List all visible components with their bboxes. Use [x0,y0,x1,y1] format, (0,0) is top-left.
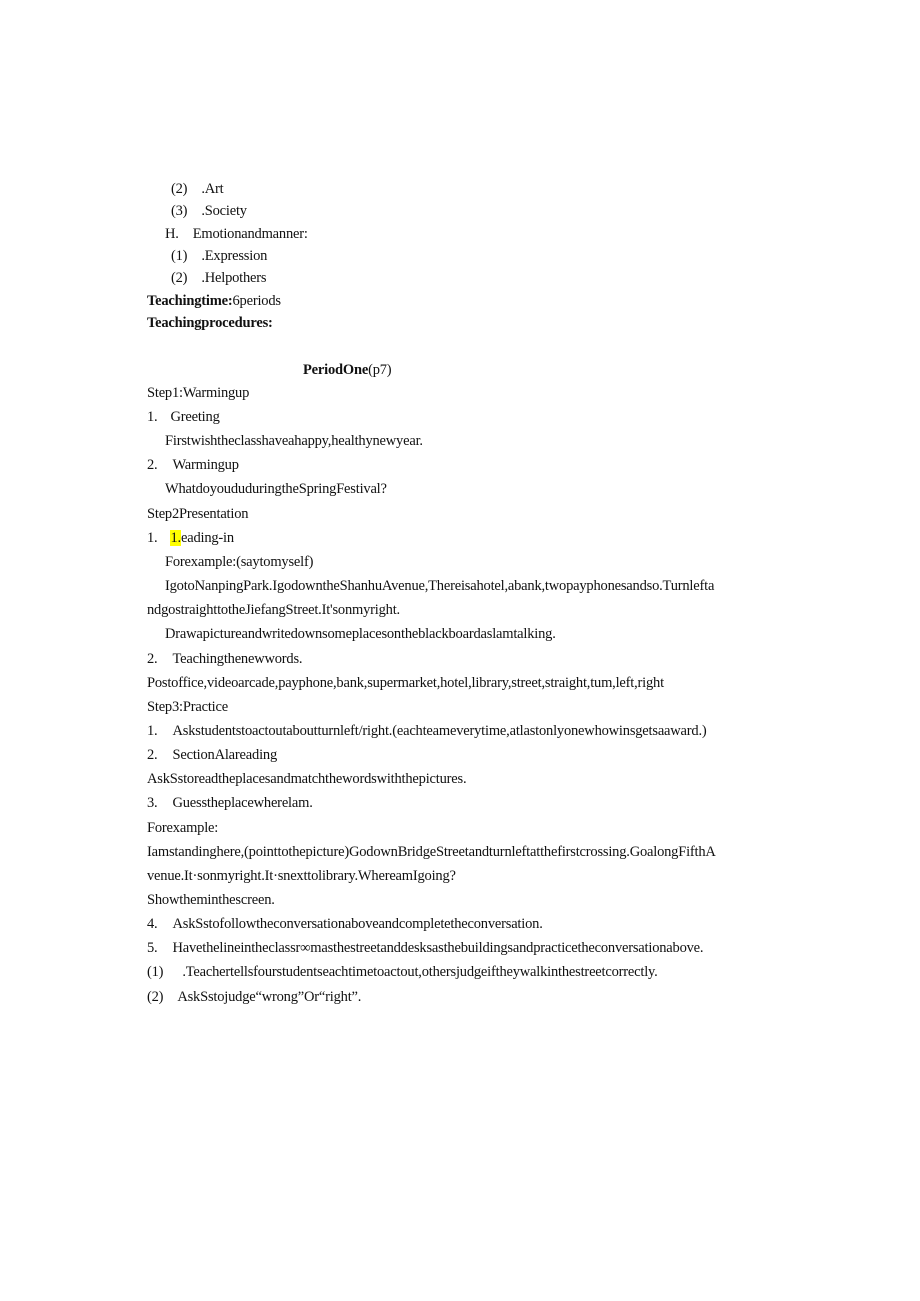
outline-item-helpothers [171,269,266,287]
outline-number: (2) [171,270,188,286]
item-number: 3. [147,795,158,811]
item-text: Greeting [170,409,220,425]
item-number: (1) [147,964,164,980]
step1-item-2 [147,456,239,474]
step1-item-1 [147,408,220,426]
outline-item-expression [171,247,267,265]
step1-heading: Step1:Warmingup [147,385,250,401]
item-number: 2. [147,457,158,473]
teaching-time [147,292,281,310]
item-text: SectionAlareading [172,747,277,763]
item-number: 1. [147,409,158,425]
step3-item-5 [147,939,703,957]
item-text: Askstudentstoactoutaboutturnleft/right.(eachteameverytime,atlastonlyonewhowinsgetsaaward.) [172,723,707,739]
item-text: Warmingup [172,457,239,473]
outline-number: (3) [171,203,188,219]
period-name: PeriodOne [303,362,369,378]
item-text: Guesstheplacewherelam. [172,795,313,811]
outline-item-emotion [165,225,308,243]
step3-example-line: Iamstandinghere,(pointtothepicture)GodownBridgeStreetandturnleftatthefirstcrossing.GoalongFifthA [147,844,716,860]
item-number: 1. [147,723,158,739]
step1-item-1-body: Firstwishtheclasshaveahappy,healthynewyear. [165,433,423,449]
teaching-time-value: 6periods [232,293,281,309]
step3-show-line: Showtheminthescreen. [147,892,275,908]
outline-number: (2) [171,181,188,197]
vocabulary-list: Postoffice,videoarcade,payphone,bank,supermarket,hotel,library,street,straight,tum,left,right [147,675,664,691]
item-number: 2. [147,747,158,763]
outline-text: .Art [201,181,224,197]
step3-item-2-body: AskSstoreadtheplacesandmatchthewordswiththepictures. [147,771,467,787]
outline-text: .Expression [201,248,268,264]
item-text: Teachingthenewwords. [172,651,303,667]
item-text: eading-in [180,530,234,546]
step3-heading: Step3:Practice [147,699,228,715]
step3-item-4 [147,915,543,933]
item-number: 2. [147,651,158,667]
period-page: (p7) [368,362,392,378]
step3-item-1 [147,722,707,740]
outline-item-art [171,180,223,198]
step2-heading: Step2Presentation [147,506,249,522]
step2-paragraph: Drawapictureandwritedownsomeplacesontheblackboardaslamtalking. [165,626,556,642]
step3-subitem-1 [147,963,658,981]
outline-text: Emotionandmanner: [192,226,308,242]
item-text: .Teachertellsfourstudentseachtimetoactout,othersjudgeiftheywalkinthestreetcorrectly. [182,964,658,980]
outline-item-society [171,202,247,220]
step2-item-1 [147,529,234,547]
outline-text: .Society [201,203,247,219]
item-number: 5. [147,940,158,956]
step2-example-label: Forexample:(saytomyself) [165,554,314,570]
teaching-procedures-heading: Teachingprocedures: [147,315,273,331]
outline-text: .Helpothers [201,270,267,286]
step3-example-line: venue.It·sonmyright.It·snexttolibrary.WhereamIgoing? [147,868,456,884]
teaching-time-label: Teachingtime: [147,293,233,309]
step3-item-2 [147,746,277,764]
step3-example-label: Forexample: [147,820,219,836]
item-text: AskSstojudge“wrong”Or“right”. [177,989,362,1005]
step3-item-3 [147,794,313,812]
step3-subitem-2 [147,988,361,1006]
step2-item-2 [147,650,302,668]
step1-item-2-body: WhatdoyoududuringtheSpringFestival? [165,481,387,497]
item-number: 4. [147,916,158,932]
highlighted-text: 1. [170,530,181,546]
outline-number: H. [165,226,179,242]
outline-number: (1) [171,248,188,264]
item-number: (2) [147,989,164,1005]
item-text: Havethelineintheclassr∞masthestreetanddesksasthebuildingsandpracticetheconversationabove. [172,940,704,956]
step2-paragraph-line: IgotoNanpingPark.IgodowntheShanhuAvenue,Thereisahotel,abank,twopayphonesandso.Turnlefta [165,578,715,594]
step2-paragraph-line: ndgostraighttotheJiefangStreet.It'sonmyright. [147,602,400,618]
item-text: AskSstofollowtheconversationaboveandcompletetheconversation. [172,916,543,932]
item-number: 1. [147,530,158,546]
period-title [303,361,391,379]
